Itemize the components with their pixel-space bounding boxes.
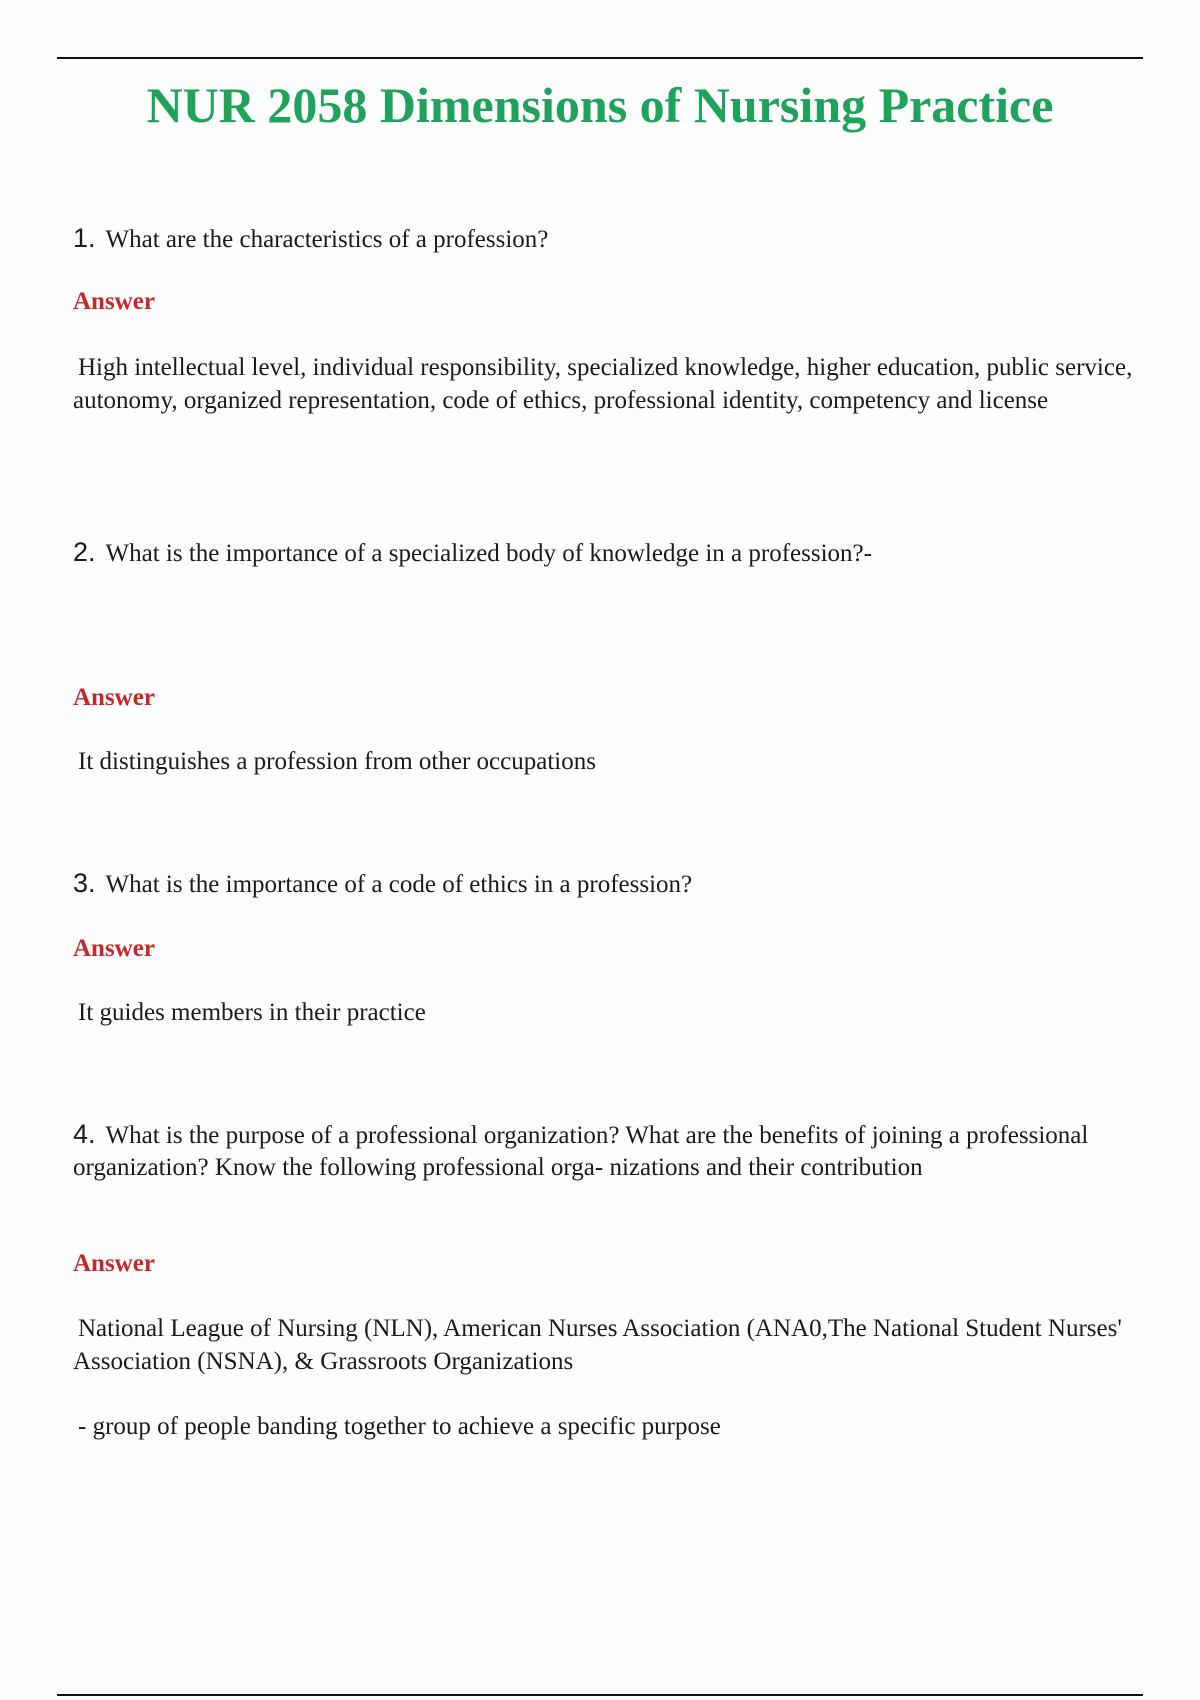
question-4 [73, 1118, 1153, 1184]
answer-text: It distinguishes a profession from other occupations [78, 748, 596, 775]
question-number: 3. [73, 868, 96, 898]
answer-text: National League of Nursing (NLN), American Nurses Association (ANA0,The National Student Nurses' Association (NSNA), & Grassroots Organizations [73, 1315, 1122, 1375]
question-text: What is the purpose of a professional organization? What are the benefits of joining a professional organization? Know the following professional orga- nizations and their contribution [73, 1122, 1089, 1181]
answer-label: Answer [73, 288, 155, 315]
bottom-rule [57, 1694, 1143, 1696]
question-text: What is the importance of a code of ethics in a profession? [105, 871, 693, 898]
question-text: What are the characteristics of a profession? [105, 226, 549, 253]
question-1 [73, 222, 1153, 256]
answer-label: Answer [73, 684, 155, 711]
question-number: 1. [73, 223, 96, 253]
question-number: 2. [73, 537, 96, 567]
answer-extra-text: - group of people banding together to achieve a specific purpose [78, 1413, 721, 1440]
question-2 [73, 536, 1153, 570]
answer-label: Answer [73, 1250, 155, 1277]
answer-text: It guides members in their practice [78, 999, 426, 1026]
document-title: NUR 2058 Dimensions of Nursing Practice [146, 77, 1054, 133]
answer-label: Answer [73, 935, 155, 962]
question-number: 4. [73, 1119, 96, 1149]
question-3 [73, 867, 1153, 901]
answer-text: High intellectual level, individual responsibility, specialized knowledge, higher education, public service, autonomy, organized representation, code of ethics, professional identity, competency and license [73, 354, 1133, 414]
question-text: What is the importance of a specialized body of knowledge in a profession?- [105, 540, 872, 567]
top-rule [57, 57, 1143, 59]
